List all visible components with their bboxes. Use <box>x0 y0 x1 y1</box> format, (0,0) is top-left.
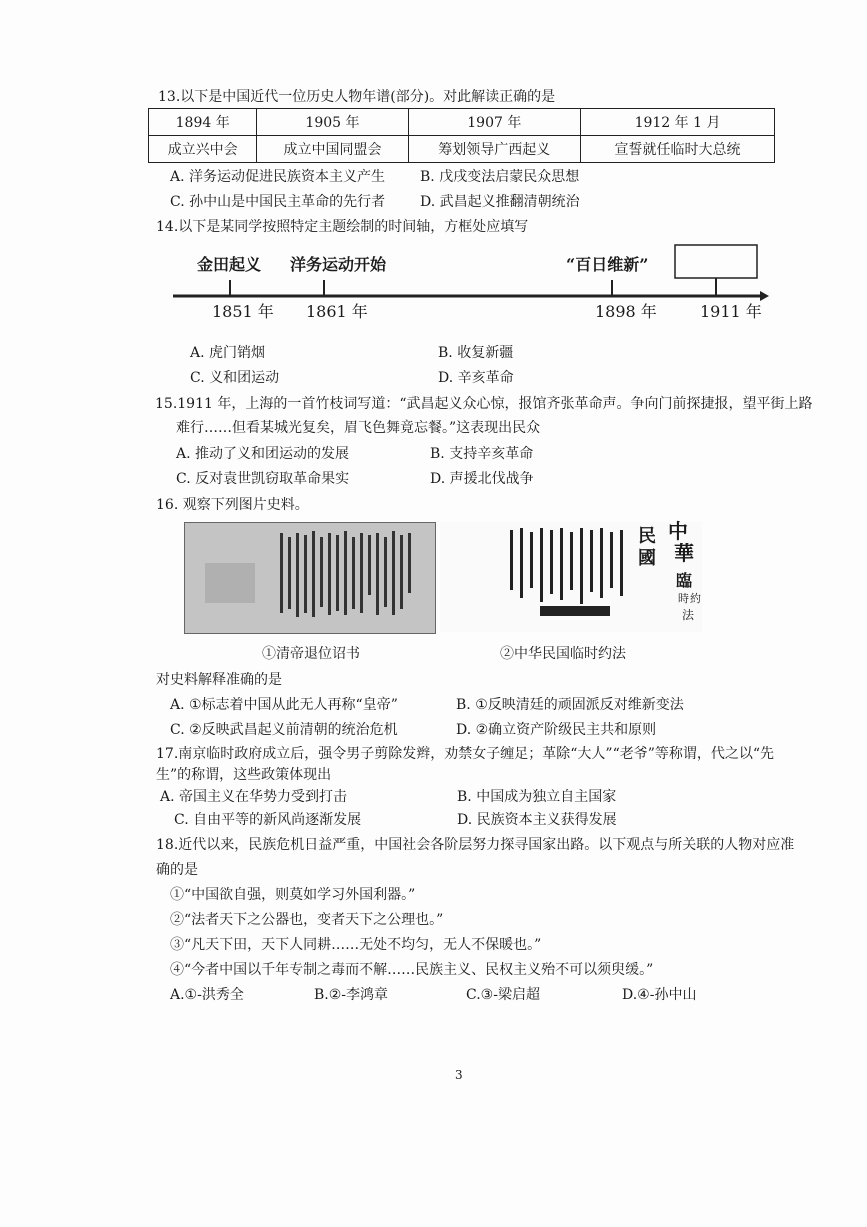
q17-stem-line1: 17.南京临时政府成立后，强令男子剪除发辫，劝禁女子缠足；革除“大人”“老爷”等称谓，代之以“先 <box>156 746 775 762</box>
q15-option-b: B. 支持辛亥革命 <box>430 446 534 462</box>
q17-stem-line2: 生”的称谓，这些政策体现出 <box>156 767 332 783</box>
constitution-title-char: 民 <box>638 526 656 547</box>
page-number: 3 <box>455 1068 463 1082</box>
q16-caption-1: ①清帝退位诏书 <box>262 646 360 662</box>
constitution-title-char: 中 <box>668 519 688 543</box>
q18-statement-4: ④“今者中国以千年专制之毒而不解……民族主义、民权主义殆不可以须臾缓。” <box>170 962 654 978</box>
q13-option-c: C. 孙中山是中国民主革命的先行者 <box>170 194 386 210</box>
table-cell-year: 1905 年 <box>257 109 408 136</box>
table-cell-year: 1907 年 <box>408 109 581 136</box>
q13-option-d: D. 武昌起义推翻清朝统治 <box>420 194 580 210</box>
q16-option-c: C. ②反映武昌起义前清朝的统治危机 <box>170 722 398 738</box>
q17-option-b: B. 中国成为独立自主国家 <box>457 789 617 805</box>
q18-option-b: B.②-李鸿章 <box>314 987 389 1003</box>
constitution-title-char: 約 <box>690 592 701 605</box>
q16-option-b: B. ①反映清廷的顽固派反对维新变法 <box>456 697 684 713</box>
q14-option-b: B. 收复新疆 <box>438 345 514 361</box>
constitution-title-char: 法 <box>682 608 695 622</box>
edict-scroll-picture <box>185 523 435 633</box>
q18-statement-2: ②“法者天下之公器也，变者天下之公理也。” <box>170 912 444 928</box>
timeline-event-label: 金田起义 <box>197 255 262 274</box>
timeline-arrow <box>760 291 769 301</box>
q14-option-c: C. 义和团运动 <box>190 370 280 386</box>
q13-chronology-table <box>148 108 775 163</box>
constitution-title-char: 國 <box>638 548 656 569</box>
q15-stem-line2: 难行……但看某城光复矣，眉飞色舞竟忘餐。”这表现出民众 <box>176 420 541 436</box>
q18-option-d: D.④-孙中山 <box>622 987 697 1003</box>
timeline-year-label: 1911 年 <box>700 302 762 321</box>
table-cell-event: 成立兴中会 <box>149 136 257 163</box>
abdication-edict-image <box>184 522 436 634</box>
table-cell-event: 宣誓就任临时大总统 <box>581 136 775 163</box>
timeline-year-label: 1898 年 <box>595 302 657 321</box>
table-cell-event: 成立中国同盟会 <box>257 136 408 163</box>
constitution-title-char: 臨 <box>676 571 693 590</box>
q18-stem-line1: 18.近代以来，民族危机日益严重，中国社会各阶层努力探寻国家出路。以下观点与所关联的人物对应准 <box>156 837 795 853</box>
provisional-constitution-image <box>440 519 702 632</box>
timeline-year-label: 1851 年 <box>212 302 274 321</box>
q13-stem: 13.以下是中国近代一位历史人物年谱(部分)。对此解读正确的是 <box>158 89 556 105</box>
q17-option-a: A. 帝国主义在华势力受到打击 <box>160 789 348 805</box>
q18-statement-1: ①“中国欲自强，则莫如学习外国利器。” <box>170 887 416 903</box>
constitution-title-char: 時 <box>678 592 689 605</box>
q14-option-a: A. 虎门销烟 <box>190 345 266 361</box>
q13-option-a: A. 洋务运动促进民族资本主义产生 <box>170 169 386 185</box>
q13-option-b: B. 戊戌变法启蒙民众思想 <box>420 169 580 185</box>
timeline-year-label: 1861 年 <box>306 302 368 321</box>
timeline-event-label: 洋务运动开始 <box>290 255 387 274</box>
q18-option-c: C.③-梁启超 <box>466 987 540 1003</box>
q14-option-d: D. 辛亥革命 <box>438 370 514 386</box>
q15-option-d: D. 声援北伐战争 <box>430 471 534 487</box>
q15-option-c: C. 反对袁世凯窃取革命果实 <box>176 471 350 487</box>
q15-stem-line1: 15.1911 年，上海的一首竹枝词写道：“武昌起义众心惊，报馆齐张革命声。争向门前探捷报，望平街上路 <box>155 396 813 412</box>
q16-option-a: A. ①标志着中国从此无人再称“皇帝” <box>170 697 398 713</box>
constitution-document-picture <box>440 519 702 632</box>
timeline-event-label: “百日维新” <box>566 255 649 274</box>
q18-statement-3: ③“凡天下田，天下人同耕……无处不均匀，无人不保暖也。” <box>170 937 542 953</box>
table-cell-event: 筹划领导广西起义 <box>408 136 581 163</box>
answer-blank-box <box>675 245 757 278</box>
table-cell-year: 1912 年 1 月 <box>581 109 775 136</box>
q16-prompt: 对史料解释准确的是 <box>156 672 282 688</box>
table-cell-year: 1894 年 <box>149 109 257 136</box>
q16-stem: 16. 观察下列图片史料。 <box>156 497 309 513</box>
q16-caption-2: ②中华民国临时约法 <box>500 646 626 662</box>
q16-option-d: D. ②确立资产阶级民主共和原则 <box>456 722 657 738</box>
q18-stem-line2: 确的是 <box>156 862 198 878</box>
q17-option-d: D. 民族资本主义获得发展 <box>457 812 617 828</box>
q17-option-c: C. 自由平等的新风尚逐渐发展 <box>174 812 362 828</box>
constitution-title-char: 華 <box>674 541 694 565</box>
q18-option-a: A.①-洪秀全 <box>170 987 244 1003</box>
q15-option-a: A. 推动了义和团运动的发展 <box>176 446 350 462</box>
q14-stem: 14.以下是某同学按照特定主题绘制的时间轴，方框处应填写 <box>156 219 529 235</box>
